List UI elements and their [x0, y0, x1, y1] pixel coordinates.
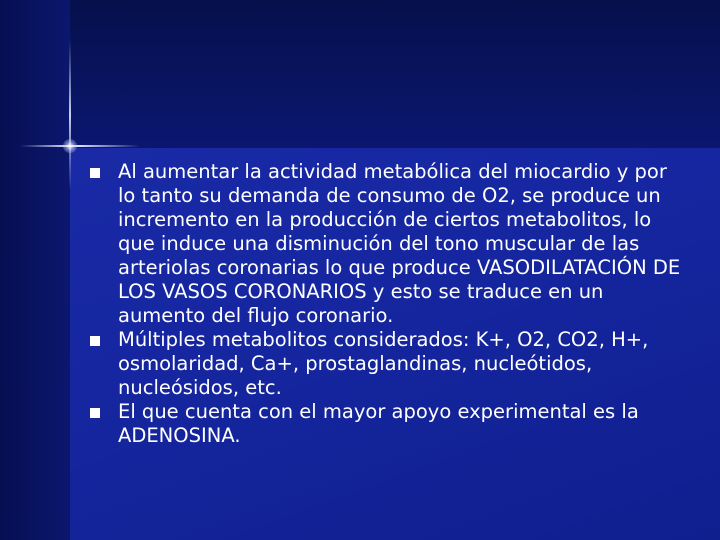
sparkle-star-core-icon: [63, 139, 77, 153]
bullet-text: Múltiples metabolitos considerados: K+, O2, CO2, H+, osmolaridad, Ca+, prostaglandinas, nucleótidos, nucleósidos, etc.: [118, 328, 649, 399]
sparkle-star-ray-icon: [20, 145, 140, 147]
square-bullet-icon: [90, 336, 100, 346]
square-bullet-icon: [90, 168, 100, 178]
bullet-list: [88, 160, 688, 448]
square-bullet-icon: [90, 408, 100, 418]
background-top-band: [0, 0, 720, 150]
bullet-item: [88, 400, 688, 448]
bullet-text: El que cuenta con el mayor apoyo experimental es la ADENOSINA.: [118, 400, 639, 447]
bullet-item: [88, 160, 688, 328]
background-left-band: [0, 0, 70, 540]
sparkle-star-icon: [69, 40, 71, 190]
bullet-item: [88, 328, 688, 400]
bullet-text: Al aumentar la actividad metabólica del miocardio y por lo tanto su demanda de consumo de O2, se produce un incremento en la producción de ciertos metabolitos, lo que induce una disminución del tono muscular de las arteriolas coronarias lo que produce VASODILATACIÓN DE LOS VASOS CORONARIOS y esto se traduce en un aumento del flujo coronario.: [118, 160, 681, 327]
